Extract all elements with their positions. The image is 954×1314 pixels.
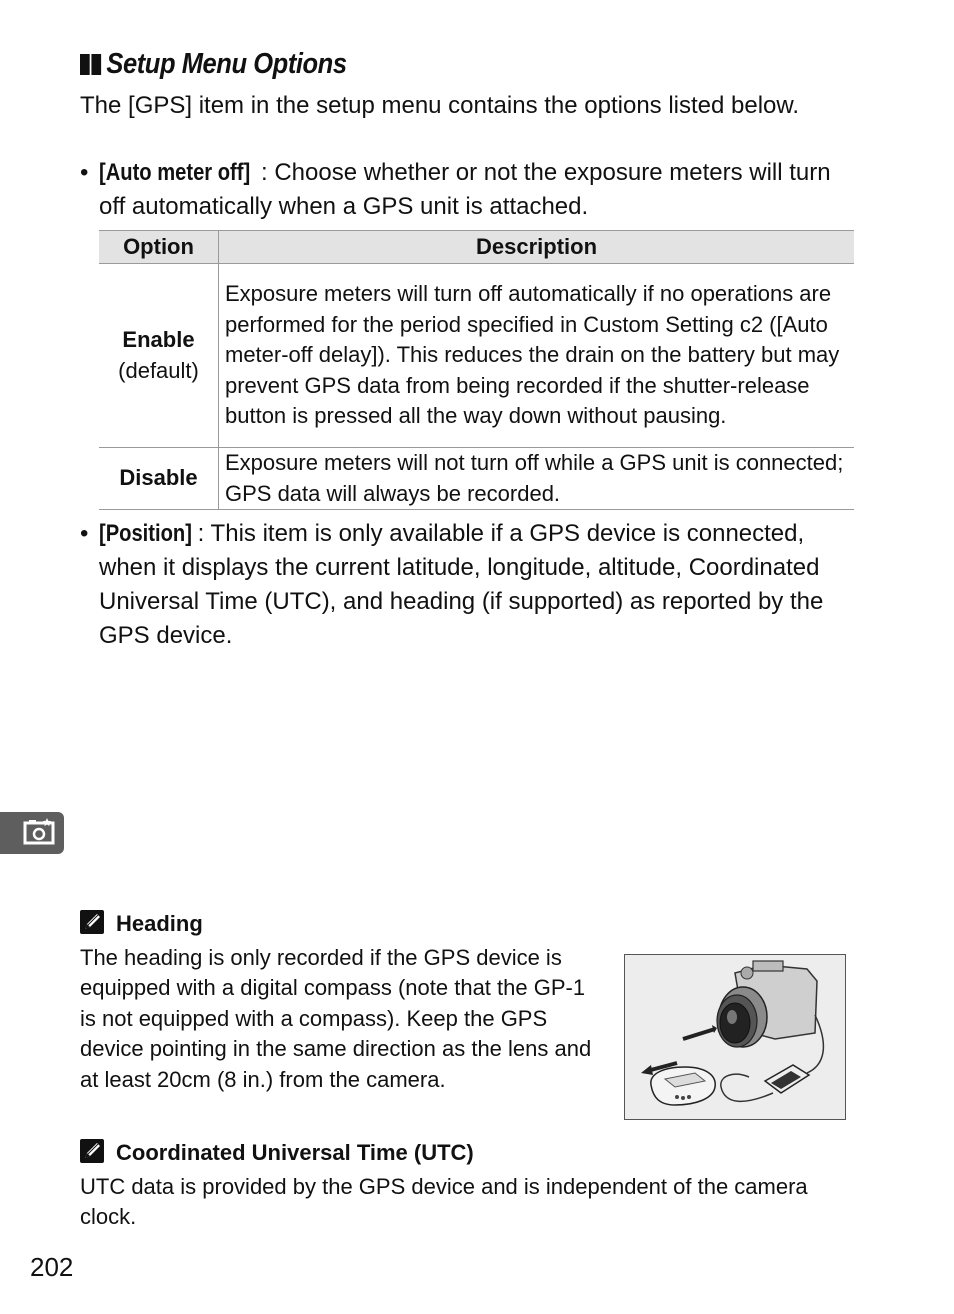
bullet-text: : Choose whether or not the exposure meters will turn off automatically when a GPS unit is attached. xyxy=(99,159,831,220)
note-heading-title xyxy=(80,910,203,938)
pencil-note-icon xyxy=(80,910,104,934)
option-name: Enable xyxy=(122,327,195,353)
menu-item-reference: [Position] xyxy=(99,520,192,547)
option-cell xyxy=(99,264,219,448)
bullet-icon: • xyxy=(80,159,89,186)
page-number: 202 xyxy=(30,1252,74,1282)
table-header-row xyxy=(99,231,854,264)
option-cell xyxy=(99,448,219,510)
bullet-icon: • xyxy=(80,520,89,547)
camera-setup-icon xyxy=(0,812,64,854)
column-header-option: Option xyxy=(99,231,219,264)
note-utc-title xyxy=(80,1139,474,1167)
menu-item-reference: [Auto meter off] xyxy=(99,159,251,186)
note-title-text: Heading xyxy=(116,911,203,936)
options-table xyxy=(99,230,854,510)
pencil-note-icon xyxy=(80,1139,104,1163)
heading-marker-icon xyxy=(80,54,90,75)
note-utc-text: UTC data is provided by the GPS device and is independent of the camera clock. xyxy=(80,1174,808,1230)
heading-marker-icon xyxy=(91,54,101,75)
description-cell: Exposure meters will turn off automatically if no operations are performed for the period specified in Custom Setting c2 ([Auto meter-off delay]). This reduces the drain on the battery but may prevent GPS data from being recorded if the shutter-release button is pressed all the way down without pausing. xyxy=(219,264,855,448)
table-row xyxy=(99,264,854,448)
description-cell: Exposure meters will not turn off while a GPS unit is connected; GPS data will always be recorded. xyxy=(219,448,855,510)
intro-paragraph: The [GPS] item in the setup menu contains the options listed below. xyxy=(80,92,800,119)
bullet-auto-meter-off xyxy=(99,156,849,224)
note-title-text: Coordinated Universal Time (UTC) xyxy=(116,1140,474,1165)
section-title: Setup Menu Options xyxy=(106,48,347,80)
camera-gps-figure xyxy=(624,954,846,1120)
option-name: Disable xyxy=(119,465,198,491)
section-heading xyxy=(80,48,347,81)
setup-menu-tab xyxy=(0,812,64,854)
table-row xyxy=(99,448,854,510)
bullet-text: : This item is only available if a GPS device is connected, when it displays the current latitude, longitude, altitude, Coordinated Universal Time (UTC), and heading (if supported) as reported by the GPS device. xyxy=(99,520,824,649)
bullet-position xyxy=(99,517,851,653)
camera-gps-illustration-icon xyxy=(625,955,845,1119)
column-header-description: Description xyxy=(219,231,855,264)
option-default-note: (default) xyxy=(118,357,199,383)
note-heading-text: The heading is only recorded if the GPS device is equipped with a digital compass (note that the GP-1 is not equipped with a compass). Keep the GPS device pointing in the same direction as the lens and at least 20cm (8 in.) from the camera. xyxy=(80,945,592,1092)
